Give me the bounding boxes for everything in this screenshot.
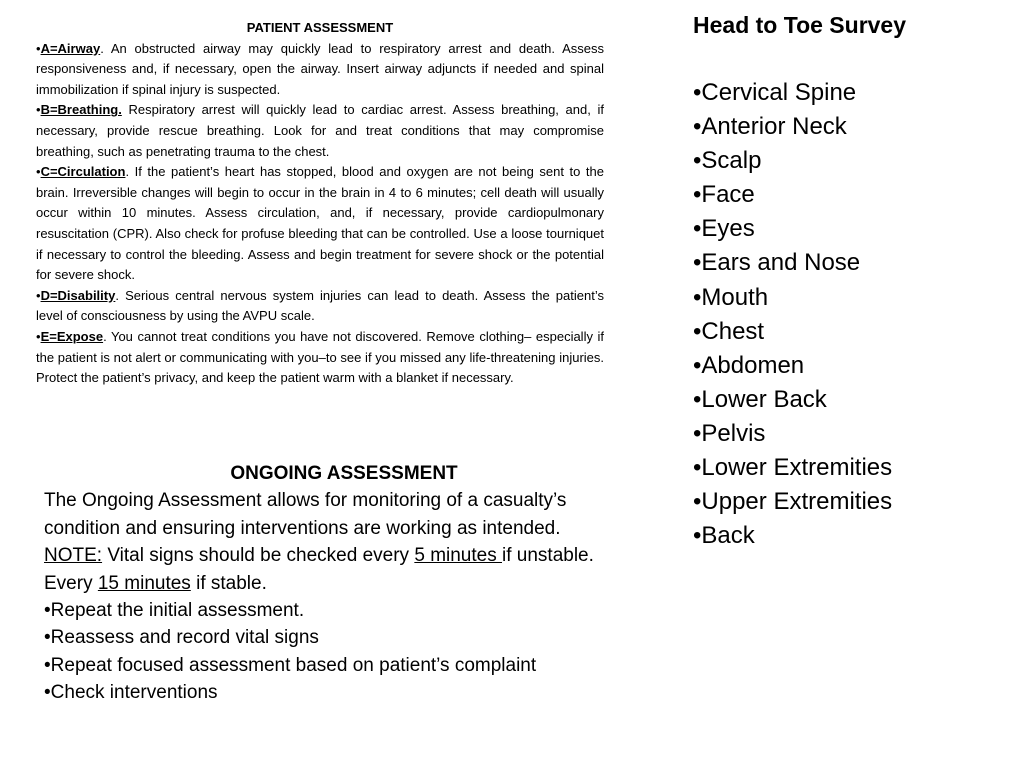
pa-item-bullet: •: [36, 287, 41, 303]
pa-item-text: Respiratory arrest will quickly lead to cardiac arrest. Assess breathing, and, if necessary, provide rescue breathing. Look for and treat conditions that may compromise breathing, such as penetrating trauma to the chest.: [36, 102, 604, 159]
pa-item-term: E=Expose: [40, 328, 104, 344]
oa-every-text: if stable.: [190, 572, 267, 594]
pa-item-text: . Serious central nervous system injuries can lead to death. Assess the patient’s level of consciousness by using the AVPU scale.: [36, 287, 604, 324]
oa-note-text: Vital signs should be checked every: [102, 545, 415, 567]
ongoing-assessment-section: [44, 460, 654, 707]
htt-item: •Cervical Spine: [693, 79, 857, 106]
htt-item: •Ears and Nose: [693, 249, 861, 277]
pa-item-breathing: [36, 100, 604, 162]
htt-item: •Lower Back: [693, 385, 827, 413]
htt-item: •Lower Extremities: [693, 454, 893, 482]
oa-line: The Ongoing Assessment allows for monitoring of a casualty’s: [44, 490, 567, 512]
pa-item-term: C=Circulation: [40, 164, 126, 180]
pa-item-term: B=Breathing.: [40, 102, 122, 118]
oa-bullet-item: •Repeat focused assessment based on patient’s complaint: [44, 654, 537, 676]
htt-item: •Scalp: [693, 147, 762, 175]
htt-item: •Upper Extremities: [693, 488, 893, 516]
pa-item-text: . An obstructed airway may quickly lead to respiratory arrest and death. Assess responsiveness and, if necessary, open the airway. Insert airway adjuncts if needed and spinal immobilization if spinal injury is suspected.: [36, 40, 604, 97]
pa-item-bullet: •: [36, 164, 41, 180]
pa-item-text: . You cannot treat conditions you have not discovered. Remove clothing– especially if the patient is not alert or communicating with you–to see if you missed any life-threatening injuries. Protect the patient’s privacy, and keep the patient warm with a blanket if necessary.: [36, 328, 604, 386]
patient-assessment-title: PATIENT ASSESSMENT: [246, 20, 394, 35]
htt-item: •Anterior Neck: [693, 113, 847, 141]
pa-item-bullet: •: [36, 102, 41, 118]
oa-bullet-item: •Repeat the initial assessment.: [44, 600, 305, 622]
htt-item: •Chest: [693, 317, 765, 345]
oa-note-label: NOTE:: [44, 545, 103, 567]
patient-assessment-section: [36, 18, 604, 389]
head-to-toe-section: [693, 8, 1013, 553]
pa-item-term: D=Disability: [40, 287, 116, 303]
htt-item: •Face: [693, 181, 755, 209]
oa-note-line: [44, 542, 654, 569]
oa-bullet-item: •Reassess and record vital signs: [44, 627, 319, 649]
oa-line: condition and ensuring interventions are working as intended.: [44, 517, 561, 539]
oa-bullet-item: •Check interventions: [44, 682, 218, 704]
head-to-toe-title: Head to Toe Survey: [693, 12, 907, 38]
oa-interval-unstable: 5 minutes: [414, 545, 502, 567]
pa-item-bullet: •: [36, 328, 41, 344]
oa-interval-stable: 15 minutes: [97, 572, 191, 594]
pa-item-bullet: •: [36, 40, 41, 56]
pa-item-disability: [36, 286, 604, 327]
pa-item-circulation: [36, 162, 604, 286]
oa-note-text: if unstable.: [502, 545, 594, 567]
head-to-toe-list: [693, 76, 1013, 553]
htt-item: •Back: [693, 522, 755, 550]
htt-item: •Eyes: [693, 215, 755, 243]
htt-item: •Abdomen: [693, 351, 805, 379]
pa-item-airway: [36, 39, 604, 101]
pa-item-expose: [36, 327, 604, 389]
pa-item-text: . If the patient’s heart has stopped, blood and oxygen are not being sent to the brain. Irreversible changes will begin to occur in the brain in 4 to 6 minutes; cell death will usually occur within 10 minutes. Assess circulation, and, if necessary, provide cardiopulmonary resuscitation (CPR). Also check for profuse bleeding that can be controlled. Use a loose tourniquet if necessary to control the bleeding. Assess and begin treatment for severe shock or the potential for severe shock.: [36, 164, 604, 283]
oa-every-line: [44, 570, 654, 597]
ongoing-assessment-title: ONGOING ASSESSMENT: [230, 463, 458, 484]
htt-item: •Mouth: [693, 283, 769, 311]
oa-every-text: Every: [44, 572, 98, 594]
pa-item-term: A=Airway: [40, 40, 101, 56]
htt-item: •Pelvis: [693, 419, 766, 447]
